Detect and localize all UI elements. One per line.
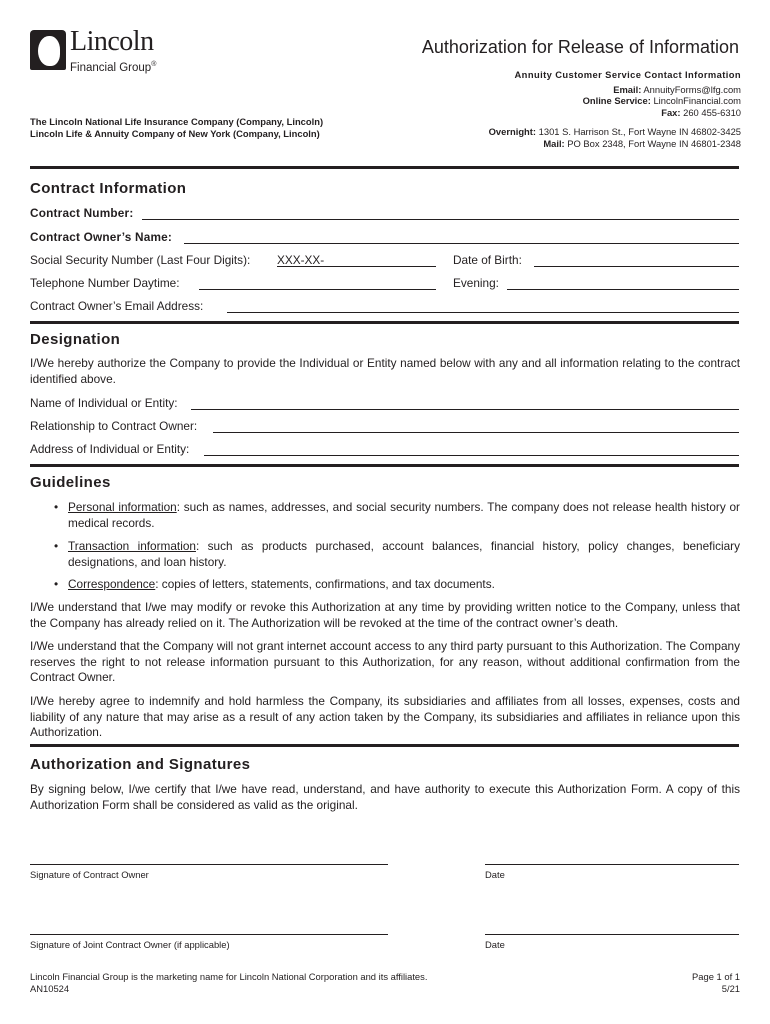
dob-label: Date of Birth: (453, 253, 522, 267)
individual-address-label: Address of Individual or Entity: (30, 442, 190, 456)
phone-evening-label: Evening: (453, 276, 499, 290)
footer-left (30, 971, 427, 995)
ssn-prefix: XXX-XX- (277, 253, 325, 267)
document-title: Authorization for Release of Information (421, 37, 739, 57)
lincoln-profile-icon (38, 36, 60, 66)
individual-address-field[interactable] (204, 442, 739, 456)
owner-email-label: Contract Owner’s Email Address: (30, 299, 204, 313)
relationship-field[interactable] (213, 419, 739, 433)
contract-number-label: Contract Number: (30, 206, 134, 220)
guidelines-heading: Guidelines (30, 474, 111, 491)
relationship-label: Relationship to Contract Owner: (30, 419, 198, 433)
phone-evening-field[interactable] (507, 276, 739, 290)
designation-heading: Designation (30, 331, 121, 348)
contact-fax: Fax: 260 455-6310 (661, 106, 741, 118)
phone-day-field[interactable] (199, 276, 436, 290)
dob-field[interactable] (534, 253, 739, 267)
company-names: The Lincoln National Life Insurance Company (Company, Lincoln) Lincoln Life & Annuity Company of New York (Company, Lincoln) (30, 116, 324, 139)
section-divider (30, 464, 739, 467)
footer-right (692, 971, 740, 995)
owner-name-field[interactable] (184, 230, 739, 244)
joint-date-label: Date (485, 939, 505, 950)
phone-day-label: Telephone Number Daytime: (30, 276, 180, 290)
contact-mail: Mail: PO Box 2348, Fort Wayne IN 46801-2348 (543, 137, 741, 149)
owner-name-label: Contract Owner’s Name: (30, 230, 173, 244)
owner-email-field[interactable] (227, 299, 739, 313)
guideline-item: Personal information: such as names, addresses, and social security numbers. The company does not release health history or medical records. (68, 500, 740, 530)
logo-wordmark: Lincoln (70, 26, 154, 57)
form-number: AN10524 (30, 983, 70, 994)
owner-signature-field[interactable] (30, 864, 388, 865)
joint-signature-field[interactable] (30, 934, 388, 935)
joint-signature-label: Signature of Joint Contract Owner (if applicable) (30, 939, 230, 950)
bullet-icon: • (54, 539, 59, 553)
section-divider (30, 166, 739, 169)
owner-signature-label: Signature of Contract Owner (30, 869, 149, 880)
section-divider (30, 744, 739, 747)
bullet-icon: • (54, 500, 59, 514)
owner-date-label: Date (485, 869, 505, 880)
designation-intro: I/We hereby authorize the Company to provide the Individual or Entity named below with any and all information relating to the contract identified above. (30, 356, 740, 386)
guideline-item: Correspondence: copies of letters, statements, confirmations, and tax documents. (68, 577, 495, 591)
ssn-field[interactable] (277, 253, 436, 267)
contact-info-block (489, 69, 741, 149)
signatures-heading: Authorization and Signatures (30, 756, 251, 773)
internet-access-paragraph: I/We understand that the Company will not grant internet account access to any third party pursuant to this Authorization. The Company reserves the right to not release information pursuant to this Authorization, for any reason, without additional confirmation from the Contract Owner. (30, 639, 740, 684)
page-number: Page 1 of 1 (692, 971, 740, 982)
contact-email: Email: AnnuityForms@lfg.com (613, 83, 741, 95)
contact-heading: Annuity Customer Service Contact Information (514, 69, 741, 80)
section-divider (30, 321, 739, 324)
signatures-intro: By signing below, I/we certify that I/we have read, understand, and have authority to execute this Authorization Form. A copy of this Authorization Form shall be considered as valid as the original. (30, 782, 740, 812)
owner-date-field[interactable] (485, 864, 739, 865)
revocation-paragraph: I/We understand that I/we may modify or revoke this Authorization at any time by providing written notice to the Company, unless that the Company has already relied on it. The Authorization will be revoked at the time of the contract owner’s death. (30, 600, 740, 630)
form-version: 5/21 (721, 983, 740, 994)
contact-overnight: Overnight: 1301 S. Harrison St., Fort Wayne IN 46802-3425 (488, 126, 741, 137)
joint-date-field[interactable] (485, 934, 739, 935)
marketing-note: Lincoln Financial Group is the marketing name for Lincoln National Corporation and its affiliates. (30, 971, 428, 982)
guideline-item: Transaction information: such as products purchased, account balances, financial history, policy changes, beneficiary designations, and loan history. (68, 539, 740, 569)
individual-name-field[interactable] (191, 396, 739, 410)
indemnify-paragraph: I/We hereby agree to indemnify and hold harmless the Company, its subsidiaries and affiliates from all losses, expenses, costs and liability of any nature that may arise as a result of any action taken by the Company, its subsidiaries and affiliates in reliance upon this Authorization. (30, 694, 740, 739)
ssn-label: Social Security Number (Last Four Digits): (30, 253, 251, 267)
contract-info-heading: Contract Information (30, 180, 187, 197)
contract-number-field[interactable] (142, 206, 739, 220)
bullet-icon: • (54, 577, 59, 591)
contact-online: Online Service: LincolnFinancial.com (582, 95, 741, 106)
logo-subtitle: Financial Group® (70, 61, 157, 74)
individual-name-label: Name of Individual or Entity: (30, 396, 178, 410)
